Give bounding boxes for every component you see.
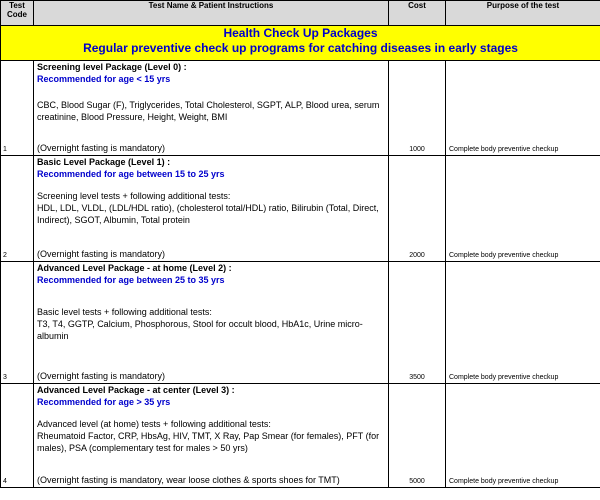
header-test-name: Test Name & Patient Instructions: [34, 1, 389, 26]
header-cost: Cost: [389, 1, 446, 26]
row-description: [34, 262, 389, 384]
header-test-code: Test Code: [1, 1, 34, 26]
row-purpose: Complete body preventive checkup: [446, 156, 600, 262]
age-recommendation: Recommended for age > 35 yrs: [37, 397, 171, 407]
row-description: [34, 61, 389, 156]
test-list: CBC, Blood Sugar (F), Triglycerides, Total Cholesterol, SGPT, ALP, Blood urea, serum creatinine, Blood Pressure, Height, Weight, BMI: [37, 100, 380, 122]
package-name: Advanced Level Package - at center (Level 3) :: [37, 385, 235, 395]
package-name: Advanced Level Package - at home (Level 2) :: [37, 263, 232, 273]
patient-instruction: (Overnight fasting is mandatory): [37, 143, 166, 153]
test-intro: Basic level tests + following additional tests:: [37, 307, 212, 317]
banner-title: Health Check Up Packages: [223, 26, 378, 40]
header-row: [1, 1, 600, 26]
row-cost: 3500: [389, 262, 446, 384]
row-code: 1: [1, 61, 34, 156]
patient-instruction: (Overnight fasting is mandatory): [37, 249, 166, 259]
table-row: [1, 156, 600, 262]
banner-cell: [1, 26, 600, 61]
test-list: HDL, LDL, VLDL, (LDL/HDL ratio), (cholesterol total/HDL) ratio, Bilirubin (Total, Direct, Indirect), SGOT, Albumin, Total protein: [37, 203, 379, 225]
test-intro: Advanced level (at home) tests + following additional tests:: [37, 419, 271, 429]
row-purpose: Complete body preventive checkup: [446, 262, 600, 384]
test-intro: Screening level tests + following additional tests:: [37, 191, 231, 201]
row-purpose: Complete body preventive checkup: [446, 61, 600, 156]
age-recommendation: Recommended for age between 25 to 35 yrs: [37, 275, 225, 285]
table-row: [1, 384, 600, 488]
table-row: [1, 61, 600, 156]
banner-subtitle: Regular preventive check up programs for catching diseases in early stages: [83, 41, 518, 55]
row-code: 2: [1, 156, 34, 262]
patient-instruction: (Overnight fasting is mandatory): [37, 371, 166, 381]
test-list: T3, T4, GGTP, Calcium, Phosphorous, Stool for occult blood, HbA1c, Urine micro-albumin: [37, 319, 363, 341]
row-description: [34, 156, 389, 262]
test-list: Rheumatoid Factor, CRP, HbsAg, HIV, TMT, X Ray, Pap Smear (for females), PFT (for males), PSA (complementary test for males > 50 yrs): [37, 431, 380, 453]
row-cost: 2000: [389, 156, 446, 262]
patient-instruction: (Overnight fasting is mandatory, wear loose clothes & sports shoes for TMT): [37, 475, 340, 485]
header-purpose: Purpose of the test: [446, 1, 600, 26]
package-name: Basic Level Package (Level 1) :: [37, 157, 171, 167]
age-recommendation: Recommended for age between 15 to 25 yrs: [37, 169, 225, 179]
table-row: [1, 262, 600, 384]
row-purpose: Complete body preventive checkup: [446, 384, 600, 488]
package-name: Screening level Package (Level 0) :: [37, 62, 187, 72]
banner-row: [1, 26, 600, 61]
row-cost: 1000: [389, 61, 446, 156]
age-recommendation: Recommended for age < 15 yrs: [37, 74, 171, 84]
row-description: [34, 384, 389, 488]
row-code: 3: [1, 262, 34, 384]
row-code: 4: [1, 384, 34, 488]
row-cost: 5000: [389, 384, 446, 488]
